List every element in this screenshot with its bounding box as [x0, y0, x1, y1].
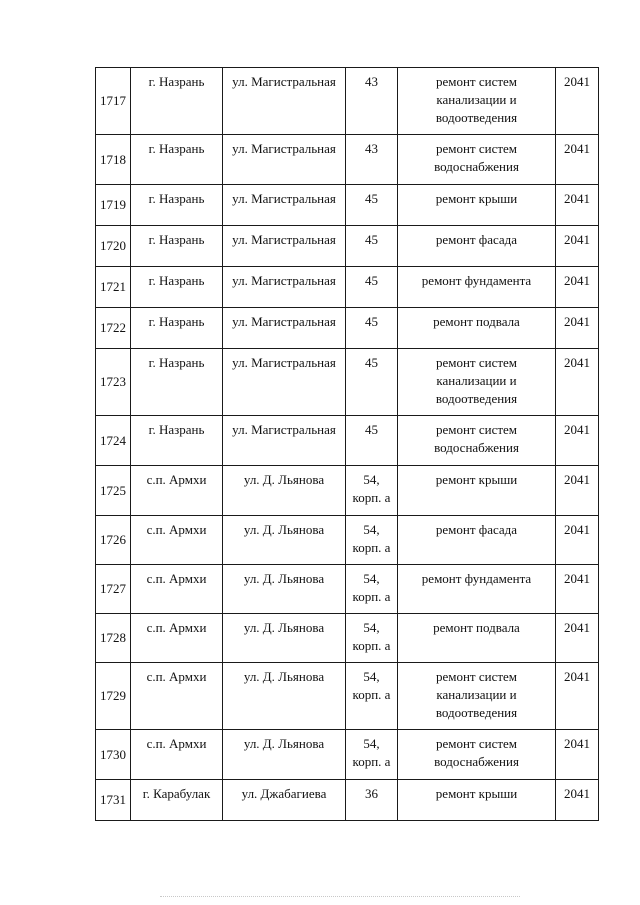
settlement-cell: с.п. Армхи — [131, 565, 223, 614]
year-cell: 2041 — [556, 516, 599, 565]
table-row — [96, 226, 599, 267]
settlement-cell: г. Назрань — [131, 185, 223, 226]
house-number-cell: 45 — [346, 267, 398, 308]
row-number-cell: 1720 — [96, 226, 131, 267]
settlement-cell: с.п. Армхи — [131, 663, 223, 730]
work-type-cell: ремонт систем канализации и водоотведения — [398, 349, 556, 416]
table-row — [96, 416, 599, 466]
settlement-cell: с.п. Армхи — [131, 466, 223, 516]
house-number-cell: 45 — [346, 226, 398, 267]
house-number-cell: 45 — [346, 308, 398, 349]
row-number-cell: 1719 — [96, 185, 131, 226]
row-number-cell: 1731 — [96, 780, 131, 821]
street-cell: ул. Магистральная — [223, 135, 346, 185]
year-cell: 2041 — [556, 267, 599, 308]
settlement-cell: с.п. Армхи — [131, 614, 223, 663]
row-number-cell: 1718 — [96, 135, 131, 185]
house-number-cell: 54, корп. а — [346, 614, 398, 663]
year-cell: 2041 — [556, 226, 599, 267]
settlement-cell: г. Назрань — [131, 349, 223, 416]
year-cell: 2041 — [556, 135, 599, 185]
table-row — [96, 663, 599, 730]
settlement-cell: г. Карабулак — [131, 780, 223, 821]
year-cell: 2041 — [556, 308, 599, 349]
work-type-cell: ремонт фасада — [398, 226, 556, 267]
house-number-cell: 54, корп. а — [346, 466, 398, 516]
house-number-cell: 54, корп. а — [346, 516, 398, 565]
footer-dotted-line — [160, 896, 520, 897]
table-row — [96, 135, 599, 185]
work-type-cell: ремонт систем водоснабжения — [398, 135, 556, 185]
row-number-cell: 1723 — [96, 349, 131, 416]
settlement-cell: с.п. Армхи — [131, 516, 223, 565]
row-number-cell: 1726 — [96, 516, 131, 565]
table-row — [96, 516, 599, 565]
settlement-cell: г. Назрань — [131, 135, 223, 185]
house-number-cell: 54, корп. а — [346, 730, 398, 780]
work-type-cell: ремонт систем водоснабжения — [398, 730, 556, 780]
work-type-cell: ремонт фундамента — [398, 565, 556, 614]
year-cell: 2041 — [556, 565, 599, 614]
work-type-cell: ремонт систем канализации и водоотведения — [398, 663, 556, 730]
settlement-cell: г. Назрань — [131, 267, 223, 308]
settlement-cell: г. Назрань — [131, 226, 223, 267]
street-cell: ул. Д. Льянова — [223, 663, 346, 730]
house-number-cell: 43 — [346, 135, 398, 185]
settlement-cell: г. Назрань — [131, 68, 223, 135]
row-number-cell: 1725 — [96, 466, 131, 516]
street-cell: ул. Д. Льянова — [223, 466, 346, 516]
street-cell: ул. Магистральная — [223, 308, 346, 349]
year-cell: 2041 — [556, 663, 599, 730]
work-type-cell: ремонт подвала — [398, 308, 556, 349]
work-type-cell: ремонт крыши — [398, 185, 556, 226]
row-number-cell: 1729 — [96, 663, 131, 730]
table-row — [96, 780, 599, 821]
table-row — [96, 349, 599, 416]
year-cell: 2041 — [556, 730, 599, 780]
table-row — [96, 614, 599, 663]
row-number-cell: 1717 — [96, 68, 131, 135]
repair-schedule-table — [95, 67, 599, 821]
settlement-cell: с.п. Армхи — [131, 730, 223, 780]
work-type-cell: ремонт подвала — [398, 614, 556, 663]
work-type-cell: ремонт систем водоснабжения — [398, 416, 556, 466]
year-cell: 2041 — [556, 185, 599, 226]
house-number-cell: 45 — [346, 185, 398, 226]
row-number-cell: 1728 — [96, 614, 131, 663]
house-number-cell: 54, корп. а — [346, 663, 398, 730]
street-cell: ул. Д. Льянова — [223, 516, 346, 565]
street-cell: ул. Магистральная — [223, 226, 346, 267]
row-number-cell: 1722 — [96, 308, 131, 349]
street-cell: ул. Д. Льянова — [223, 730, 346, 780]
work-type-cell: ремонт крыши — [398, 466, 556, 516]
work-type-cell: ремонт крыши — [398, 780, 556, 821]
settlement-cell: г. Назрань — [131, 416, 223, 466]
year-cell: 2041 — [556, 780, 599, 821]
table-row — [96, 68, 599, 135]
street-cell: ул. Магистральная — [223, 416, 346, 466]
house-number-cell: 45 — [346, 349, 398, 416]
year-cell: 2041 — [556, 349, 599, 416]
year-cell: 2041 — [556, 614, 599, 663]
table-body — [96, 68, 599, 821]
house-number-cell: 45 — [346, 416, 398, 466]
house-number-cell: 43 — [346, 68, 398, 135]
row-number-cell: 1724 — [96, 416, 131, 466]
street-cell: ул. Д. Льянова — [223, 565, 346, 614]
row-number-cell: 1730 — [96, 730, 131, 780]
table-row — [96, 565, 599, 614]
street-cell: ул. Магистральная — [223, 68, 346, 135]
work-type-cell: ремонт фасада — [398, 516, 556, 565]
street-cell: ул. Магистральная — [223, 349, 346, 416]
street-cell: ул. Магистральная — [223, 185, 346, 226]
work-type-cell: ремонт систем канализации и водоотведения — [398, 68, 556, 135]
street-cell: ул. Магистральная — [223, 267, 346, 308]
row-number-cell: 1727 — [96, 565, 131, 614]
house-number-cell: 54, корп. а — [346, 565, 398, 614]
street-cell: ул. Д. Льянова — [223, 614, 346, 663]
settlement-cell: г. Назрань — [131, 308, 223, 349]
row-number-cell: 1721 — [96, 267, 131, 308]
table-row — [96, 466, 599, 516]
table-row — [96, 185, 599, 226]
street-cell: ул. Джабагиева — [223, 780, 346, 821]
year-cell: 2041 — [556, 416, 599, 466]
house-number-cell: 36 — [346, 780, 398, 821]
table-row — [96, 730, 599, 780]
table-row — [96, 267, 599, 308]
work-type-cell: ремонт фундамента — [398, 267, 556, 308]
year-cell: 2041 — [556, 466, 599, 516]
table-row — [96, 308, 599, 349]
year-cell: 2041 — [556, 68, 599, 135]
